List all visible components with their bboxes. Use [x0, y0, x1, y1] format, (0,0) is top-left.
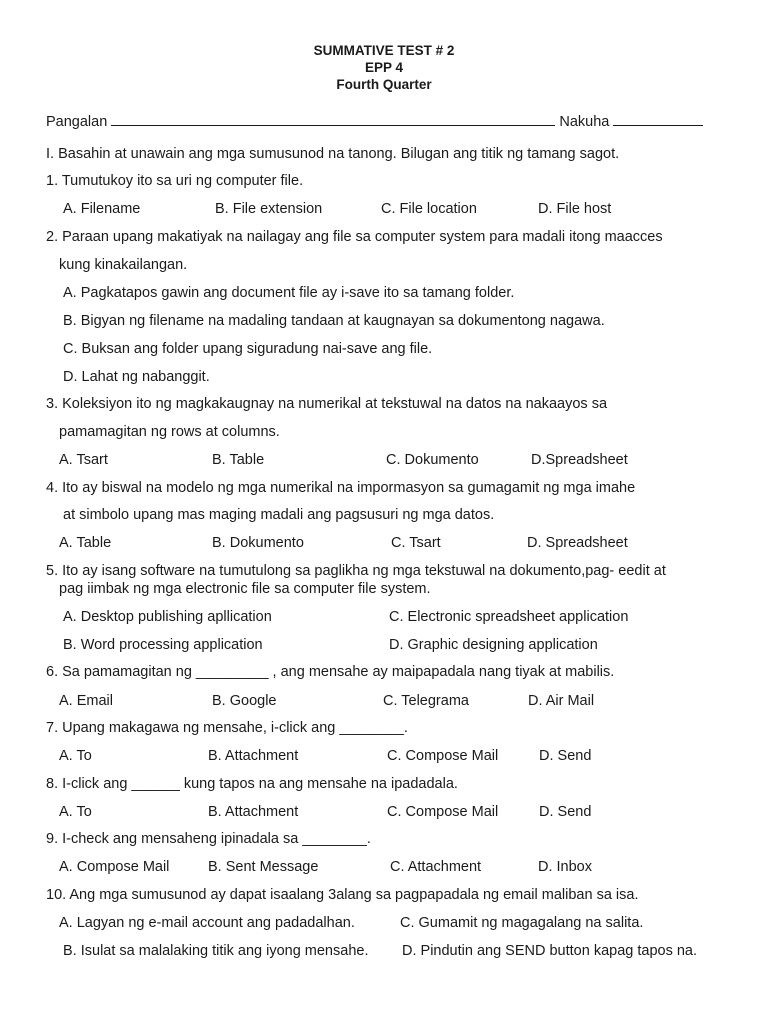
question-10-text: 10. Ang mga sumusunod ay dapat isaalang 3alang sa pagpapadala ng email maliban sa isa.: [46, 887, 639, 903]
test-header: [0, 42, 768, 93]
q3-choice-d[interactable]: D.Spreadsheet: [531, 452, 628, 468]
q10-choice-b[interactable]: B. Isulat sa malalaking titik ang iyong mensahe.: [63, 943, 369, 959]
q1-choice-d[interactable]: D. File host: [538, 201, 612, 217]
name-label: Pangalan: [46, 114, 108, 130]
q4-choice-c[interactable]: C. Tsart: [391, 535, 441, 551]
q9-choice-d[interactable]: D. Inbox: [538, 859, 592, 875]
score-blank[interactable]: [613, 111, 703, 126]
q8-choice-b[interactable]: B. Attachment: [208, 804, 299, 820]
q1-choice-c[interactable]: C. File location: [381, 201, 477, 217]
q3-choice-c[interactable]: C. Dokumento: [386, 452, 479, 468]
q5-choice-b[interactable]: B. Word processing application: [63, 637, 263, 653]
q9-choice-b[interactable]: B. Sent Message: [208, 859, 319, 875]
q2-choice-b[interactable]: B. Bigyan ng filename na madaling tandaan at kaugnayan sa dokumentong nagawa.: [63, 313, 605, 329]
q6-choice-a[interactable]: A. Email: [59, 693, 113, 709]
score-label: Nakuha: [559, 114, 610, 130]
question-3-text-cont: pamamagitan ng rows at columns.: [59, 424, 280, 440]
question-4-text: 4. Ito ay biswal na modelo ng mga numerikal na impormasyon sa gumagamit ng mga imahe: [46, 480, 636, 496]
q7-choice-c[interactable]: C. Compose Mail: [387, 748, 499, 764]
q6-choice-c[interactable]: C. Telegrama: [383, 693, 469, 709]
name-line: [46, 111, 703, 131]
q3-choice-a[interactable]: A. Tsart: [59, 452, 108, 468]
question-3-text: 3. Koleksiyon ito ng magkakaugnay na numerikal at tekstuwal na datos na nakaayos sa: [46, 396, 608, 412]
q3-choice-b[interactable]: B. Table: [212, 452, 265, 468]
question-9-text: 9. I-check ang mensaheng ipinadala sa ________.: [46, 831, 371, 847]
question-1-text: 1. Tumutukoy ito sa uri ng computer file.: [46, 173, 304, 189]
question-2-text: 2. Paraan upang makatiyak na nailagay ang file sa computer system para madali itong maacces: [46, 229, 663, 245]
q1-choice-b[interactable]: B. File extension: [215, 201, 323, 217]
q8-choice-a[interactable]: A. To: [59, 804, 92, 820]
q7-choice-d[interactable]: D. Send: [539, 748, 592, 764]
q5-choice-a[interactable]: A. Desktop publishing apllication: [63, 609, 272, 625]
q2-choice-a[interactable]: A. Pagkatapos gawin ang document file ay i-save ito sa tamang folder.: [63, 285, 515, 301]
name-blank[interactable]: [111, 111, 555, 126]
q4-choice-d[interactable]: D. Spreadsheet: [527, 535, 628, 551]
instruction-text: I. Basahin at unawain ang mga sumusunod na tanong. Bilugan ang titik ng tamang sagot.: [46, 146, 620, 162]
question-5-text: 5. Ito ay isang software na tumutulong sa paglikha ng mga tekstuwal na dokumento,pag- eedit at: [46, 563, 666, 579]
q1-choice-a[interactable]: A. Filename: [63, 201, 141, 217]
q9-choice-c[interactable]: C. Attachment: [390, 859, 482, 875]
question-4-text-cont: at simbolo upang mas maging madali ang pagsusuri ng mga datos.: [63, 507, 495, 523]
test-title: SUMMATIVE TEST # 2: [313, 43, 455, 58]
q8-choice-d[interactable]: D. Send: [539, 804, 592, 820]
q5-choice-d[interactable]: D. Graphic designing application: [389, 637, 598, 653]
question-8-text: 8. I-click ang ______ kung tapos na ang mensahe na ipadadala.: [46, 776, 458, 792]
question-2-text-cont: kung kinakailangan.: [59, 257, 188, 273]
question-7-text: 7. Upang makagawa ng mensahe, i-click ang ________.: [46, 720, 408, 736]
quarter-label: Fourth Quarter: [336, 77, 432, 92]
q10-choice-a[interactable]: A. Lagyan ng e-mail account ang padadalhan.: [59, 915, 355, 931]
q5-choice-c[interactable]: C. Electronic spreadsheet application: [389, 609, 629, 625]
q4-choice-a[interactable]: A. Table: [59, 535, 112, 551]
q2-choice-c[interactable]: C. Buksan ang folder upang siguradung nai-save ang file.: [63, 341, 433, 357]
q10-choice-d[interactable]: D. Pindutin ang SEND button kapag tapos na.: [402, 943, 698, 959]
q10-choice-c[interactable]: C. Gumamit ng magagalang na salita.: [400, 915, 644, 931]
q2-choice-d[interactable]: D. Lahat ng nabanggit.: [63, 369, 210, 385]
q6-choice-b[interactable]: B. Google: [212, 693, 277, 709]
question-5-text-cont: pag iimbak ng mga electronic file sa computer file system.: [59, 581, 431, 597]
q7-choice-b[interactable]: B. Attachment: [208, 748, 299, 764]
q4-choice-b[interactable]: B. Dokumento: [212, 535, 304, 551]
q6-choice-d[interactable]: D. Air Mail: [528, 693, 595, 709]
subject-label: EPP 4: [364, 60, 404, 75]
q8-choice-c[interactable]: C. Compose Mail: [387, 804, 499, 820]
q7-choice-a[interactable]: A. To: [59, 748, 92, 764]
question-6-text: 6. Sa pamamagitan ng _________ , ang mensahe ay maipapadala nang tiyak at mabilis.: [46, 664, 615, 680]
q9-choice-a[interactable]: A. Compose Mail: [59, 859, 170, 875]
